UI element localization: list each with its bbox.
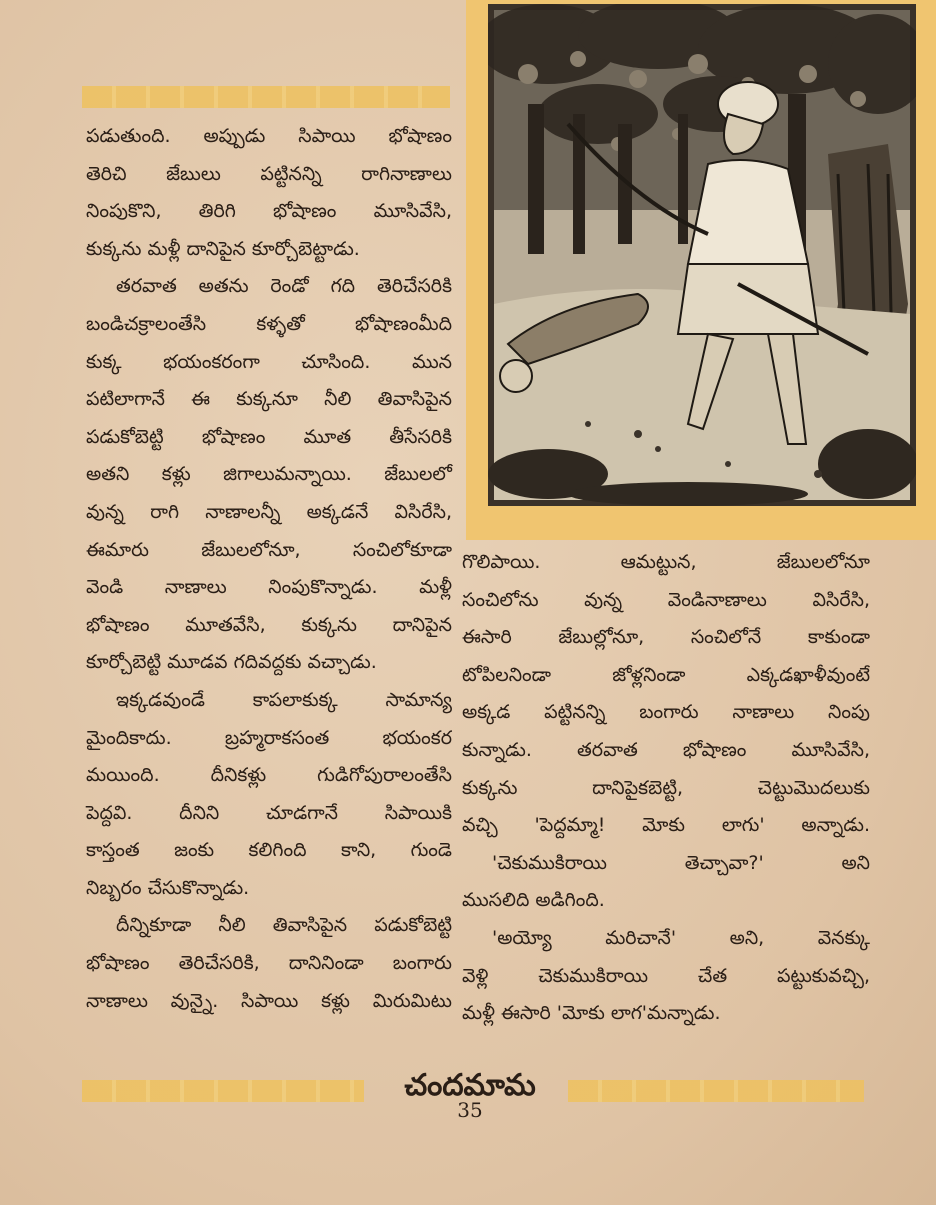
text-line: కుక్క భయంకరంగా చూసింది. మున [86, 350, 452, 373]
text-line: మయింది. దీనికళ్లు గుడిగోపురాలంతేసి [86, 764, 452, 787]
text-line: సంచిలోను వున్న వెండినాణాలు విసిరేసి, [462, 588, 870, 611]
text-line: బండిచక్రాలంతేసి కళ్ళతో భోషాణంమీది [86, 312, 452, 335]
text-line: నిబ్బరం చేసుకొన్నాడు. [86, 876, 250, 899]
text-line: పెద్దవి. దీనిని చూడగానే సిపాయికి [86, 801, 452, 824]
text-line: తరవాత అతను రెండో గది తెరిచేసరికి [116, 275, 452, 298]
text-line: కుక్కను మళ్లీ దానిపైన కూర్చోబెట్టాడు. [86, 237, 360, 260]
text-line: దీన్నికూడా నీలి తివాసిపైన పడుకోబెట్టి [116, 914, 452, 937]
text-line: కుక్కను దానిపైకబెట్టి, చెట్టుమొదలుకు [462, 776, 870, 799]
page-number: 35 [457, 1098, 483, 1122]
text-line: పటిలాగానే ఈ కుక్కనూ నీలి తివాసిపైన [86, 388, 452, 411]
text-line: ముసలిది అడిగింది. [462, 889, 605, 912]
decorative-band-top [82, 86, 450, 108]
text-line: అక్కడ పట్టినన్ని బంగారు నాణాలు నింపు [462, 701, 870, 724]
text-line: ఈమారు జేబులలోనూ, సంచిలోకూడా [86, 538, 452, 561]
text-line: వచ్చి 'పెద్దమ్మా! మోకు లాగు' అన్నాడు. [462, 814, 870, 837]
text-line: కూర్చోబెట్టి మూడవ గదివద్దకు వచ్చాడు. [86, 651, 377, 674]
magazine-title: చందమామ [404, 1068, 536, 1103]
text-line: కాస్తంత జంకు కలిగింది కాని, గుండె [86, 839, 452, 862]
text-line: వున్న రాగి నాణాలన్నీ అక్కడనే విసిరేసి, [86, 500, 452, 523]
text-line: నాణాలు వున్నై. సిపాయి కళ్లు మిరుమిటు [86, 989, 452, 1012]
right-text-column [462, 544, 870, 1033]
decorative-band-bottom-right [568, 1080, 864, 1102]
text-line: వెండి నాణాలు నింపుకొన్నాడు. మళ్లీ [86, 576, 452, 599]
story-illustration [466, 0, 936, 540]
text-line: నింపుకొని, తిరిగి భోషాణం మూసివేసి, [86, 200, 452, 223]
text-line: 'చెకుముకిరాయి తెచ్చావా?' అని [492, 851, 870, 874]
text-line: మళ్లీ ఈసారి 'మోకు లాగ'మన్నాడు. [462, 1002, 721, 1025]
text-line: భోషాణం మూతవేసి, కుక్కను దానిపైన [86, 613, 452, 636]
text-line: వెళ్లి చెకుముకిరాయి చేత పట్టుకువచ్చి, [462, 964, 870, 987]
text-line: అతని కళ్లు జిగాలుమన్నాయి. జేబులలో [86, 463, 452, 486]
decorative-band-bottom-left [82, 1080, 364, 1102]
text-line: గొలిపాయి. ఆమట్టున, జేబులలోనూ [462, 551, 870, 573]
text-line: పడుతుంది. అప్పుడు సిపాయి భోషాణం [86, 125, 452, 147]
text-line: పడుకోబెట్టి భోషాణం మూత తీసేసరికి [86, 425, 452, 448]
text-line: ఇక్కడవుండే కాపలాకుక్క సామాన్య [116, 688, 452, 711]
text-line: తెరిచి జేబులు పట్టినన్ని రాగినాణాలు [86, 162, 452, 185]
text-line: కున్నాడు. తరవాత భోషాణం మూసివేసి, [462, 738, 870, 761]
text-line: టోపిలనిండా జోళ్లనిండా ఎక్కడఖాళీవుంటే [462, 663, 870, 686]
forest-scene-illustration [488, 4, 916, 506]
text-line: మైందికాదు. బ్రహ్మరాకసంత భయంకర [86, 726, 452, 749]
text-line: భోషాణం తెరిచేసరికి, దానినిండా బంగారు [86, 952, 452, 975]
left-text-column [86, 118, 452, 1020]
text-line: 'అయ్యో మరిచానే' అని, వెనక్కు [492, 926, 870, 949]
text-line: ఈసారి జేబుల్లోనూ, సంచిలోనే కాకుండా [462, 626, 870, 649]
